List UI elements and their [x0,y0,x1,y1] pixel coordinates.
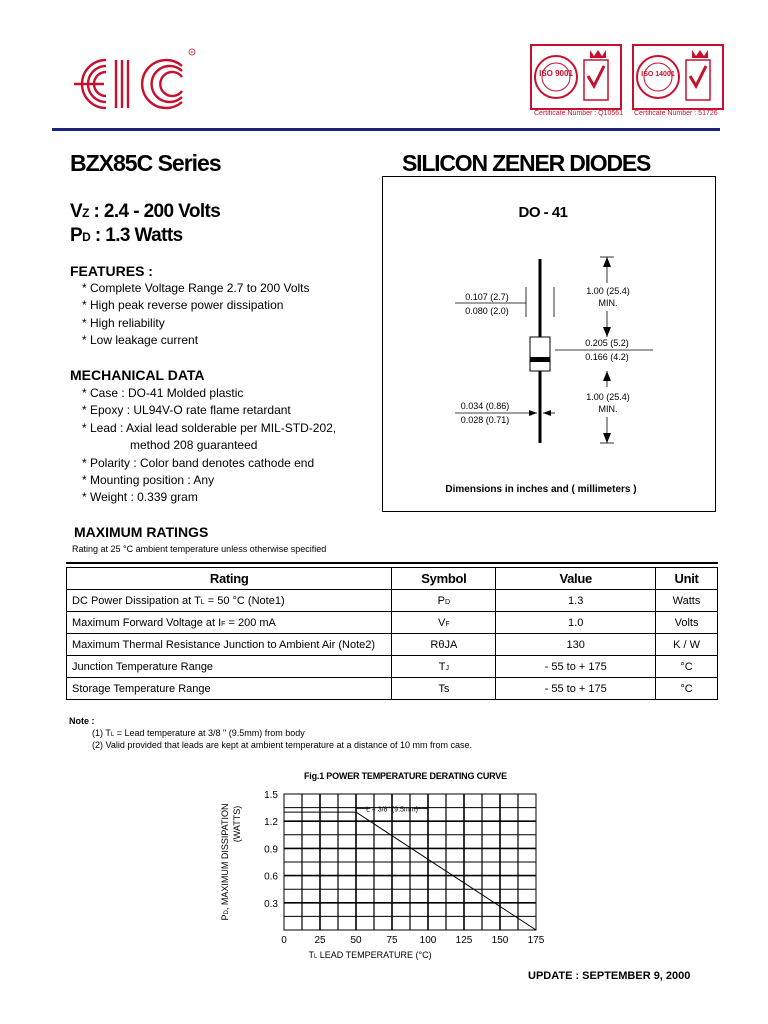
y-tick-label: 0.9 [264,844,278,856]
x-tick-label: 125 [455,935,473,946]
value-cell: - 55 to + 175 [496,678,656,700]
dimension-caption: Dimensions in inches and ( millimeters ) [445,484,637,495]
table-row [67,590,718,612]
x-axis-label: TL LEAD TEMPERATURE (°C) [308,950,432,960]
iso-9001-badge [530,44,622,110]
chart-annotation: L = 3/8" (9.5mm) [366,806,418,814]
y-axis-label-units: (WATTS) [232,805,242,843]
table-top-rule [66,562,718,564]
ratings-heading: MAXIMUM RATINGS [74,524,209,540]
symbol-cell: Ts [392,678,496,700]
column-header-unit: Unit [656,568,718,590]
chart-title: Fig.1 POWER TEMPERATURE DERATING CURVE [304,771,507,781]
lead-len-top: 1.00 (25.4) [586,286,630,296]
product-title: SILICON ZENER DIODES [402,150,651,176]
list-item: method 208 guaranteed [130,438,258,453]
features-heading: FEATURES : [70,263,153,279]
table-row [67,612,718,634]
column-header-value: Value [496,568,656,590]
list-item: * Lead : Axial lead solderable per MIL-STD-202, [82,420,337,435]
rating-cell: Maximum Forward Voltage at IF = 200 mA [67,612,392,634]
wire-dia-min: 0.028 (0.71) [460,415,510,425]
update-date: UPDATE : SEPTEMBER 9, 2000 [528,970,691,982]
iso-14001-text: ISO 14001 [641,71,675,78]
table-header-row [67,568,718,590]
lead-len-bottom: 1.00 (25.4) [586,392,630,402]
note-1: (1) TL = Lead temperature at 3/8 " (9.5mm) from body [92,728,305,738]
y-tick-label: 0.6 [264,871,278,883]
package-outline-box [382,176,716,512]
wire-dia-max: 0.034 (0.86) [460,401,510,411]
x-tick-label: 50 [350,935,362,946]
rating-cell: DC Power Dissipation at TL = 50 °C (Note1) [67,590,392,612]
features-list [82,280,310,350]
table-row [67,678,718,700]
list-item: * Mounting position : Any [82,473,215,488]
cert-number-right: Certificate Number : 51726 [634,110,718,117]
logo-text: EIC [66,44,68,45]
table-row [67,634,718,656]
value-cell: 1.0 [496,612,656,634]
ratings-table [66,567,718,700]
value-cell: 130 [496,634,656,656]
unit-cell: K / W [656,634,718,656]
derating-chart [216,784,556,964]
value-cell: 1.3 [496,590,656,612]
y-tick-label: 1.2 [264,817,278,829]
symbol-cell: TJ [392,656,496,678]
column-header-symbol: Symbol [392,568,496,590]
list-item: * Epoxy : UL94V-O rate flame retardant [82,403,291,418]
value-cell: - 55 to + 175 [496,656,656,678]
eic-logo [66,44,202,124]
cert-number-left: Certificate Number : Q10561 [534,110,624,117]
y-tick-label: 0.3 [264,898,278,910]
cathode-band [530,357,550,362]
list-item: * High peak reverse power dissipation [82,298,284,313]
mechanical-list [82,385,336,507]
rating-cell: Storage Temperature Range [67,678,392,700]
iso-14001-badge [632,44,724,110]
table-row [67,656,718,678]
list-item: * High reliability [82,315,165,330]
lead-dia-max: 0.107 (2.7) [465,292,509,302]
pd-spec: PD : 1.3 Watts [70,225,183,246]
vz-spec: VZ : 2.4 - 200 Volts [70,201,221,222]
symbol-cell: RθJA [392,634,496,656]
ratings-note: Rating at 25 °C ambient temperature unless otherwise specified [72,544,327,554]
iso-9001-text: ISO 9001 [539,69,573,78]
mechanical-heading: MECHANICAL DATA [70,367,205,383]
x-tick-label: 75 [386,935,398,946]
unit-cell: Volts [656,612,718,634]
package-name: DO - 41 [518,204,568,221]
header-divider [52,128,720,131]
body-len-max: 0.205 (5.2) [585,338,629,348]
list-item: * Complete Voltage Range 2.7 to 200 Volts [82,281,310,295]
diode-body [530,337,550,371]
x-tick-label: 0 [281,935,287,946]
y-axis-label: PD, MAXIMUM DISSIPATION [220,803,230,921]
x-tick-label: 175 [527,935,545,946]
note-2: (2) Valid provided that leads are kept at ambient temperature at a distance of 10 mm from case. [92,740,473,750]
x-tick-label: 25 [314,935,326,946]
y-tick-label: 1.5 [264,790,278,801]
rating-cell: Junction Temperature Range [67,656,392,678]
x-tick-label: 100 [419,935,437,946]
symbol-cell: VF [392,612,496,634]
unit-cell: °C [656,656,718,678]
list-item: * Polarity : Color band denotes cathode end [82,455,315,470]
unit-cell: Watts [656,590,718,612]
list-item: * Low leakage current [82,333,199,348]
lead-len-bottom-min: MIN. [598,404,618,414]
list-item: * Weight : 0.339 gram [82,490,198,505]
rating-cell: Maximum Thermal Resistance Junction to Ambient Air (Note2) [67,634,392,656]
lead-len-top-min: MIN. [598,298,618,308]
list-item: * Case : DO-41 Molded plastic [82,386,244,400]
series-title: BZX85C Series [70,150,221,176]
body-len-min: 0.166 (4.2) [585,352,629,362]
notes-heading: Note : [69,716,95,726]
column-header-rating: Rating [67,568,392,590]
symbol-cell: PD [392,590,496,612]
unit-cell: °C [656,678,718,700]
x-tick-label: 150 [491,935,509,946]
svg-text:R: R [190,49,194,55]
lead-dia-min: 0.080 (2.0) [465,306,509,316]
